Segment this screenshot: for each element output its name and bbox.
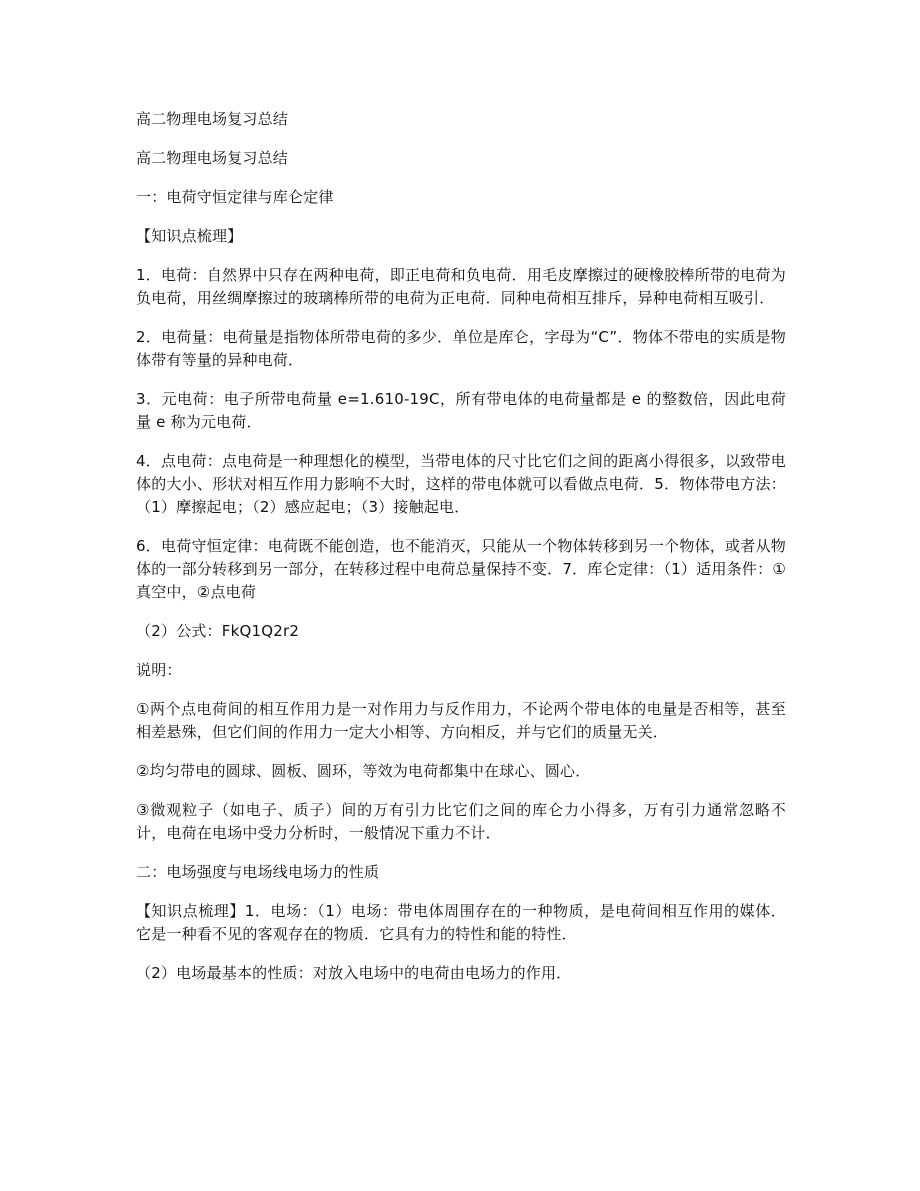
paragraph-formula: （2）公式：FkQ1Q2r2 — [136, 622, 300, 640]
knowledge-heading-1: 【知识点梳理】 — [136, 227, 243, 245]
section-heading-2: 二：电场强度与电场线电场力的性质 — [136, 863, 380, 881]
document-page — [136, 108, 786, 985]
paragraph-note-2: ②均匀带电的圆球、圆板、圆环，等效为电荷都集中在球心、圆心． — [136, 762, 591, 780]
paragraph-elementary-charge: 3．元电荷：电子所带电荷量 e=1.610-19C，所有带电体的电荷量都是 e 的整数倍，因此电荷量 e 称为元电荷． — [136, 390, 786, 431]
paragraph-electric-field: 【知识点梳理】1．电场：（1）电场：带电体周围存在的一种物质，是电荷间相互作用的媒体．它是一种看不见的客观存在的物质．它具有力的特性和能的特性． — [136, 902, 786, 943]
paragraph-note-3: ③微观粒子（如电子、质子）间的万有引力比它们之间的库仑力小得多，万有引力通常忽略不计，电荷在电场中受力分析时，一般情况下重力不计． — [136, 801, 786, 842]
paragraph-charge-quantity: 2．电荷量：电荷量是指物体所带电荷的多少．单位是库仑，字母为“C”．物体不带电的实质是物体带有等量的异种电荷． — [136, 328, 786, 369]
paragraph-note-1: ①两个点电荷间的相互作用力是一对作用力与反作用力，不论两个带电体的电量是否相等，甚至相差悬殊，但它们间的作用力一定大小相等、方向相反，并与它们的质量无关． — [136, 700, 786, 741]
paragraph-conservation: 6．电荷守恒定律：电荷既不能创造，也不能消灭，只能从一个物体转移到另一个物体，或者从物体的一部分转移到另一部分，在转移过程中电荷总量保持不变．7．库仑定律：（1）适用条件：①真空中，②点电荷 — [136, 537, 786, 601]
doc-title: 高二物理电场复习总结 — [136, 110, 289, 128]
section-heading-1: 一：电荷守恒定律与库仑定律 — [136, 188, 334, 206]
paragraph-charge: 1．电荷：自然界中只存在两种电荷，即正电荷和负电荷．用毛皮摩擦过的硬橡胶棒所带的电荷为负电荷，用丝绸摩擦过的玻璃棒所带的电荷为正电荷．同种电荷相互排斥，异种电荷相互吸引． — [136, 266, 786, 307]
paragraph-field-property: （2）电场最基本的性质：对放入电场中的电荷由电场力的作用． — [136, 964, 572, 982]
paragraph-point-charge: 4．点电荷：点电荷是一种理想化的模型，当带电体的尺寸比它们之间的距离小得很多，以致带电体的大小、形状对相互作用力影响不大时，这样的带电体就可以看做点电荷．5．物体带电方法：（1）摩擦起电；（2）感应起电；（3）接触起电． — [136, 452, 786, 516]
paragraph-notes-label: 说明： — [136, 661, 182, 679]
doc-subtitle: 高二物理电场复习总结 — [136, 149, 289, 167]
